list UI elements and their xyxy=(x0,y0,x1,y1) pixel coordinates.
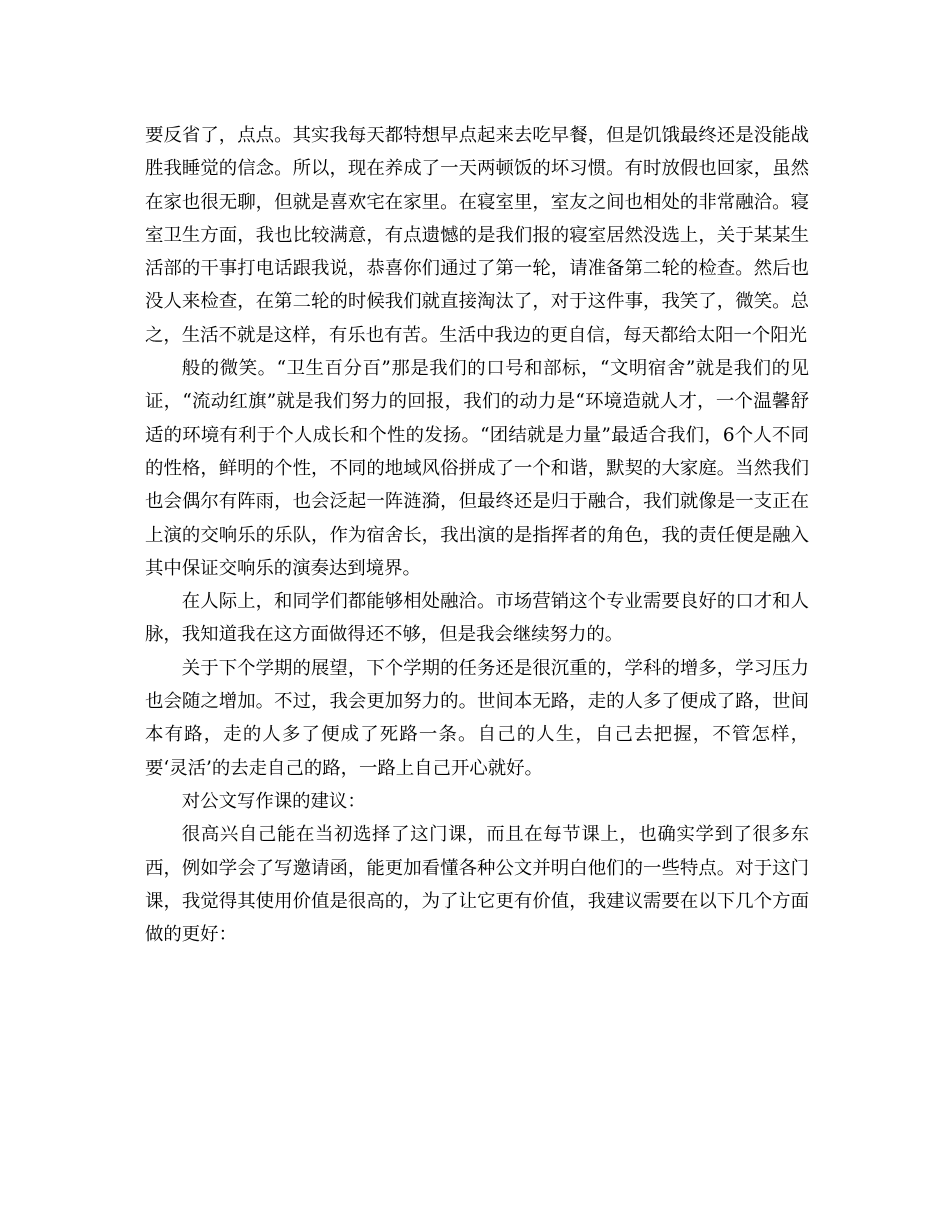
paragraph-interpersonal: 在人际上，和同学们都能够相处融洽。市场营销这个专业需要良好的口才和人脉，我知道我在这方面做得还不够，但是我会继续努力的。 xyxy=(145,591,809,646)
document-body xyxy=(145,119,809,951)
paragraph-course-suggestion: 很高兴自己能在当初选择了这门课，而且在每节课上，也确实学到了很多东西，例如学会了写邀请函，能更加看懂各种公文并明白他们的一些特点。对于这门课，我觉得其使用价值是很高的，为了让它更有价值，我建议需要在以下几个方面做的更好： xyxy=(145,824,809,946)
paragraph-course-suggestion-heading: 对公文写作课的建议： xyxy=(181,790,366,812)
paragraph-dorm-life-continued: 要反省了，点点。其实我每天都特想早点起来去吃早餐，但是饥饿最终还是没能战胜我睡觉的信念。所以，现在养成了一天两顿饭的坏习惯。有时放假也回家，虽然在家也很无聊，但就是喜欢宅在家里。在寝室里，室友之间也相处的非常融洽。寝室卫生方面，我也比较满意，有点遗憾的是我们报的寝室居然没选上，关于某某生活部的干事打电话跟我说，恭喜你们通过了第一轮，请准备第二轮的检查。然后也没人来检查，在第二轮的时候我们就直接淘汰了，对于这件事，我笑了，微笑。总之，生活不就是这样，有乐也有苦。生活中我边的更自信，每天都给太阳一个阳光 xyxy=(145,125,809,346)
paragraph-next-semester: 关于下个学期的展望，下个学期的任务还是很沉重的，学科的增多，学习压力也会随之增加。不过，我会更加努力的。世间本无路，走的人多了便成了路，世间本有路，走的人多了便成了死路一条。自己的人生，自己去把握，不管怎样，要‘灵活’的去走自己的路，一路上自己开心就好。 xyxy=(145,657,809,779)
paragraph-dorm-honors: 般的微笑。“卫生百分百”那是我们的口号和部标，“文明宿舍”就是我们的见证，“流动红旗”就是我们努力的回报，我们的动力是“环境造就人才，一个温馨舒适的环境有利于个人成长和个性的发扬。“团结就是力量”最适合我们，6个人不同的性格，鲜明的个性，不同的地域风俗拼成了一个和谐，默契的大家庭。当然我们也会偶尔有阵雨，也会泛起一阵涟漪，但最终还是归于融合，我们就像是一支正在上演的交响乐的乐队，作为宿舍长，我出演的是指挥者的角色，我的责任便是融入其中保证交响乐的演奏达到境界。 xyxy=(145,358,809,579)
